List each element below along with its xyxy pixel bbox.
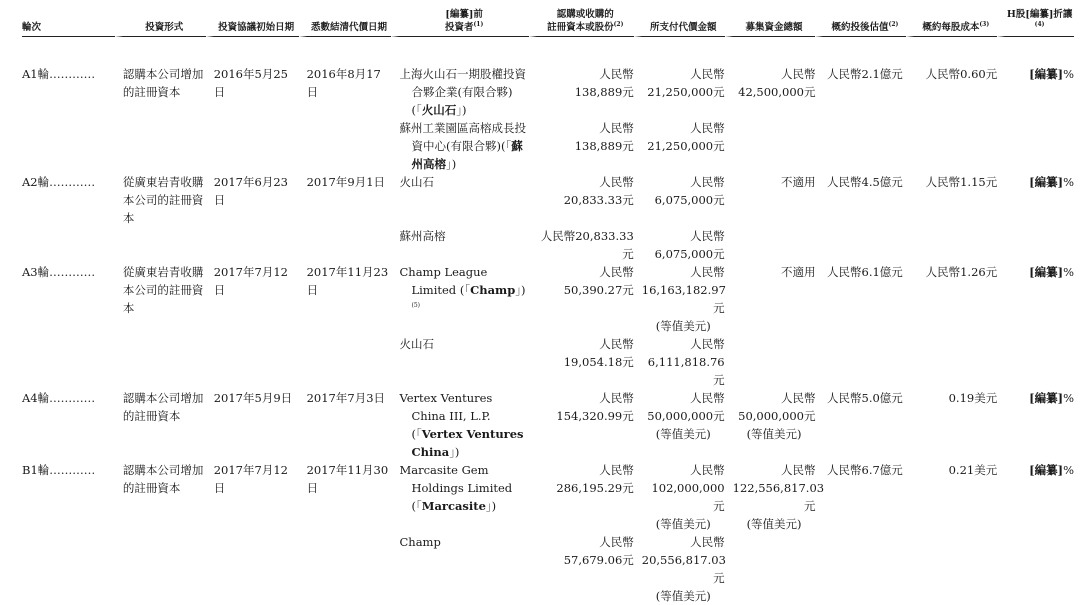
header-round: 輪次 [22,8,115,37]
consideration-cell [634,389,725,461]
header-agreement-date: 投資協議初始日期 [206,8,299,37]
consideration-line: 人民幣6,075,000元 [654,229,725,261]
discount-suffix: % [1063,67,1074,81]
investor-footnote: (5) [411,302,420,310]
investor-name: 蘇州高榕 [399,229,446,243]
agreement-date-cell [206,335,299,389]
header-discount: H股[編纂]折讓$^{(4)}$ [997,8,1074,37]
investment-form-cell [115,227,206,263]
consideration-cell [634,173,725,227]
capital-cell [529,461,634,533]
header-investor: [編纂]前 投資者$^{(1)}$ [391,8,528,37]
capital-line: 人民幣 [599,121,634,135]
investor-name: 上海火山石一期股權投資合夥企業(有限合夥)(「 [399,67,526,117]
consideration-cell [634,227,725,263]
investor-name-suffix: 」) [445,157,457,171]
consideration-line: 50,000,000元 [647,409,725,423]
consideration-cell [634,461,725,533]
valuation-cell: 人民幣5.0億元 [815,389,906,461]
discount-suffix: % [1063,391,1074,405]
agreement-date-cell [206,227,299,263]
consideration-line: 人民幣 [690,121,725,135]
header-cost: 概約每股成本$^{(3)}$ [906,8,997,37]
consideration-cell [634,335,725,389]
fundraising-line: 人民幣 [780,391,816,405]
capital-cell [529,119,634,173]
table-row [22,335,1074,389]
investor-name: Marcasite Gem Holdings Limited (「 [399,463,513,513]
consideration-line: 人民幣 [690,337,725,351]
valuation-cell [815,335,906,389]
table-row [22,173,1074,227]
consideration-line: 人民幣 [690,67,725,81]
investor-name: 火山石 [399,175,434,189]
investor-name: Champ League Limited (「 [399,265,488,297]
investor-name-suffix: 」) [449,445,460,459]
capital-line: 286,195.29元 [556,481,634,495]
fundraising-line: 人民幣 [780,463,816,477]
consideration-line: 102,000,000元 [651,481,725,513]
capital-line: 154,320.99元 [556,409,634,423]
capital-line: 人民幣 [599,391,634,405]
cost-cell: 人民幣1.26元 [906,263,997,335]
capital-line: 人民幣 [599,265,634,279]
discount-cell [997,533,1074,605]
consideration-line: 21,250,000元 [647,139,725,153]
fundraising-cell [725,389,816,461]
consideration-line: 20,556,817.03元 [641,553,726,585]
header-fundraising: 募集資金總額 [725,8,816,37]
header-consideration: 所支付代價金額 [634,8,725,37]
consideration-line: (等值美元) [655,319,711,333]
investor-name-suffix: 」) [515,283,526,297]
capital-cell [529,533,634,605]
round-cell [22,335,115,389]
settlement-date-cell: 2017年11月30日 [299,461,392,533]
header-row [22,8,1074,37]
cost-cell [906,119,997,173]
consideration-line: (等值美元) [655,589,711,603]
consideration-line: 人民幣 [690,535,725,549]
investment-table [22,8,1074,605]
investment-form-cell: 從廣東岩青收購本公司的註冊資本 [115,173,206,227]
consideration-line: 人民幣 [690,391,725,405]
capital-line: 138,889元 [574,139,634,153]
discount-value: [編纂] [1029,265,1064,279]
capital-cell [529,335,634,389]
discount-cell [997,227,1074,263]
capital-line: 138,889元 [574,85,634,99]
investment-form-cell [115,119,206,173]
investment-form-cell: 從廣東岩青收購本公司的註冊資本 [115,263,206,335]
capital-line: 人民幣 [599,463,634,477]
investor-cell [391,533,528,605]
consideration-cell [634,65,725,119]
capital-line: 20,833.33元 [563,193,634,207]
capital-line: 人民幣 [599,67,634,81]
investor-name: 蘇州工業園區高榕成長投資中心(有限合夥)(「 [399,121,526,153]
agreement-date-cell [206,533,299,605]
consideration-line: 6,075,000元 [654,193,725,207]
investor-cell [391,227,528,263]
consideration-line: 6,111,818.76元 [647,355,725,387]
fundraising-line: 不適用 [780,265,816,279]
valuation-cell: 人民幣6.1億元 [815,263,906,335]
investment-form-cell: 認購本公司增加的註冊資本 [115,389,206,461]
discount-cell [997,65,1074,119]
cost-cell: 0.21美元 [906,461,997,533]
fundraising-cell [725,335,816,389]
round-cell [22,227,115,263]
capital-line: 50,390.27元 [563,283,634,297]
discount-cell [997,119,1074,173]
capital-line: 人民幣 [599,337,634,351]
investment-form-cell [115,335,206,389]
round-cell: A3輪………… [22,265,96,279]
capital-cell [529,65,634,119]
valuation-cell: 人民幣2.1億元 [815,65,906,119]
valuation-cell [815,533,906,605]
capital-line: 57,679.06元 [563,553,634,567]
valuation-cell: 人民幣6.7億元 [815,461,906,533]
consideration-cell [634,119,725,173]
capital-cell [529,263,634,335]
capital-line: 人民幣 [599,535,634,549]
agreement-date-cell: 2017年6月23日 [206,173,299,227]
fundraising-line: 人民幣 [780,67,816,81]
consideration-line: 人民幣 [690,265,725,279]
settlement-date-cell: 2017年7月3日 [299,389,392,461]
discount-cell [997,263,1074,335]
consideration-line: 人民幣 [690,463,725,477]
agreement-date-cell: 2017年7月12日 [206,461,299,533]
investor-cell [391,389,528,461]
fundraising-cell [725,263,816,335]
investor-short-name: 蘇州高榕 [411,139,523,171]
table-row [22,65,1074,119]
fundraising-line: 50,000,000元 [738,409,816,423]
round-cell: A1輪………… [22,67,96,81]
discount-value: [編纂] [1029,391,1064,405]
fundraising-line: 不適用 [780,175,816,189]
investor-cell [391,119,528,173]
round-cell [22,533,115,605]
table-body [22,37,1074,605]
discount-cell [997,461,1074,533]
settlement-date-cell [299,335,392,389]
consideration-line: 21,250,000元 [647,85,725,99]
header-form: 投資形式 [115,8,206,37]
agreement-date-cell: 2017年7月12日 [206,263,299,335]
discount-suffix: % [1063,265,1074,279]
investor-cell [391,335,528,389]
table-row [22,533,1074,605]
agreement-date-cell: 2016年5月25日 [206,65,299,119]
investor-name: 火山石 [399,337,434,351]
capital-cell [529,227,634,263]
investor-cell [391,263,528,335]
fundraising-cell [725,65,816,119]
investor-name-suffix: 」) [456,103,467,117]
settlement-date-cell [299,119,392,173]
valuation-cell [815,227,906,263]
discount-cell [997,389,1074,461]
consideration-line: (等值美元) [655,517,711,531]
cost-cell [906,227,997,263]
settlement-date-cell [299,227,392,263]
investor-short-name: 火山石 [421,103,457,117]
fundraising-cell [725,119,816,173]
cost-cell [906,533,997,605]
agreement-date-cell: 2017年5月9日 [206,389,299,461]
settlement-date-cell: 2017年11月23日 [299,263,392,335]
header-settlement-date: 悉數結清代價日期 [299,8,392,37]
consideration-line: 人民幣 [690,175,725,189]
investor-short-name: Vertex Ventures China [411,427,524,459]
investor-cell [391,461,528,533]
discount-cell [997,173,1074,227]
investor-name: Champ [399,535,441,549]
fundraising-cell [725,533,816,605]
settlement-date-cell: 2017年9月1日 [299,173,392,227]
discount-value: [編纂] [1029,175,1064,189]
investor-cell [391,173,528,227]
settlement-date-cell: 2016年8月17日 [299,65,392,119]
cost-cell: 人民幣0.60元 [906,65,997,119]
investment-form-cell [115,533,206,605]
header-valuation: 概約投後估值$^{(2)}$ [815,8,906,37]
investor-cell [391,65,528,119]
consideration-line: (等值美元) [655,427,711,441]
table-row [22,227,1074,263]
round-cell [22,119,115,173]
consideration-line: 16,163,182.97元 [641,283,726,315]
investment-form-cell: 認購本公司增加的註冊資本 [115,461,206,533]
consideration-cell [634,533,725,605]
investor-name: Vertex Ventures China III, L.P. (「 [399,391,493,441]
discount-value: [編纂] [1029,463,1064,477]
table-row [22,389,1074,461]
cost-cell: 0.19美元 [906,389,997,461]
capital-cell [529,389,634,461]
table-row [22,461,1074,533]
fundraising-line: 42,500,000元 [738,85,816,99]
consideration-cell [634,263,725,335]
fundraising-line: (等值美元) [746,427,802,441]
round-cell: B1輪………… [22,463,96,477]
valuation-cell: 人民幣4.5億元 [815,173,906,227]
investor-short-name: Marcasite [421,499,486,513]
header-capital: 認購或收購的 註冊資本或股份$^{(2)}$ [529,8,634,37]
fundraising-line: (等值美元) [746,517,802,531]
settlement-date-cell [299,533,392,605]
table-row [22,119,1074,173]
capital-line: 人民幣20,833.33元 [540,229,634,261]
fundraising-line: 122,556,817.03元 [732,481,825,513]
valuation-cell [815,119,906,173]
cost-cell: 人民幣1.15元 [906,173,997,227]
capital-line: 19,054.18元 [563,355,634,369]
fundraising-cell [725,461,825,533]
agreement-date-cell [206,119,299,173]
capital-line: 人民幣 [599,175,634,189]
round-cell: A4輪………… [22,391,96,405]
fundraising-cell [725,227,816,263]
investment-form-cell: 認購本公司增加的註冊資本 [115,65,206,119]
capital-cell [529,173,634,227]
fundraising-cell [725,173,816,227]
discount-suffix: % [1063,175,1074,189]
cost-cell [906,335,997,389]
table-row [22,263,1074,335]
discount-cell [997,335,1074,389]
discount-value: [編纂] [1029,67,1064,81]
investor-short-name: Champ [470,283,516,297]
discount-suffix: % [1063,463,1074,477]
round-cell: A2輪………… [22,175,96,189]
investor-name-suffix: 」) [485,499,497,513]
